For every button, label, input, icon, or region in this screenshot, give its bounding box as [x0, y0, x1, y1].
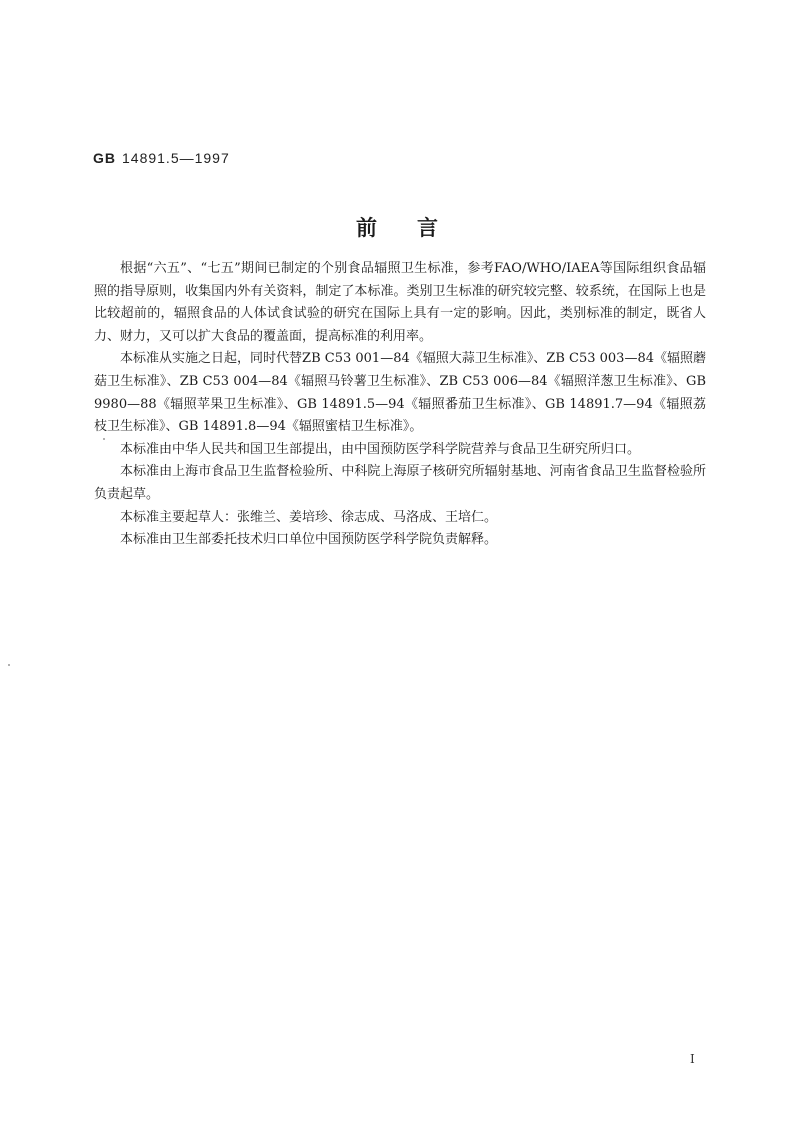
paragraph-2: 本标准从实施之日起，同时代替ZB C53 001—84《辐照大蒜卫生标准》、ZB C53 003—84《辐照蘑菇卫生标准》、ZB C53 004—84《辐照马铃薯卫生标准》、ZB C53 006—84《辐照洋葱卫生标准》、GB 9980—88《辐照苹果卫生标准》、GB 14891.5—94《辐照番茄卫生标准》、GB 14891.7—94《辐照荔枝卫生标准》、GB 14891.8—94《辐照蜜桔卫生标准》。 [94, 351, 706, 435]
paragraph-5: 本标准主要起草人：张维兰、姜培珍、徐志成、马洛成、王培仁。 [120, 509, 498, 525]
standard-code [93, 150, 230, 166]
scan-speck [8, 664, 10, 666]
page-title: 前言 [356, 216, 478, 240]
paragraph-1: 根据“六五”、“七五”期间已制定的个别食品辐照卫生标准，参考FAO/WHO/IAEA等国际组织食品辐照的指导原则，收集国内外有关资料，制定了本标准。类别卫生标准的研究较完整、较系统，在国际上也是比较超前的，辐照食品的人体试食试验的研究在国际上具有一定的影响。因此，类别标准的制定，既省人力、财力，又可以扩大食品的覆盖面，提高标准的利用率。 [94, 261, 706, 344]
standard-prefix: GB [93, 150, 116, 166]
paragraph-4: 本标准由上海市食品卫生监督检验所、中科院上海原子核研究所辐射基地、河南省食品卫生监督检验所负责起草。 [94, 464, 706, 502]
standard-number: 14891.5—1997 [122, 150, 230, 166]
paragraph-6: 本标准由卫生部委托技术归口单位中国预防医学科学院负责解释。 [120, 532, 498, 548]
paragraph-3: 本标准由中华人民共和国卫生部提出，由中国预防医学科学院营养与食品卫生研究所归口。 [120, 441, 641, 457]
page-number: I [690, 1052, 695, 1066]
scan-speck [103, 438, 105, 440]
foreword-body [94, 258, 706, 552]
